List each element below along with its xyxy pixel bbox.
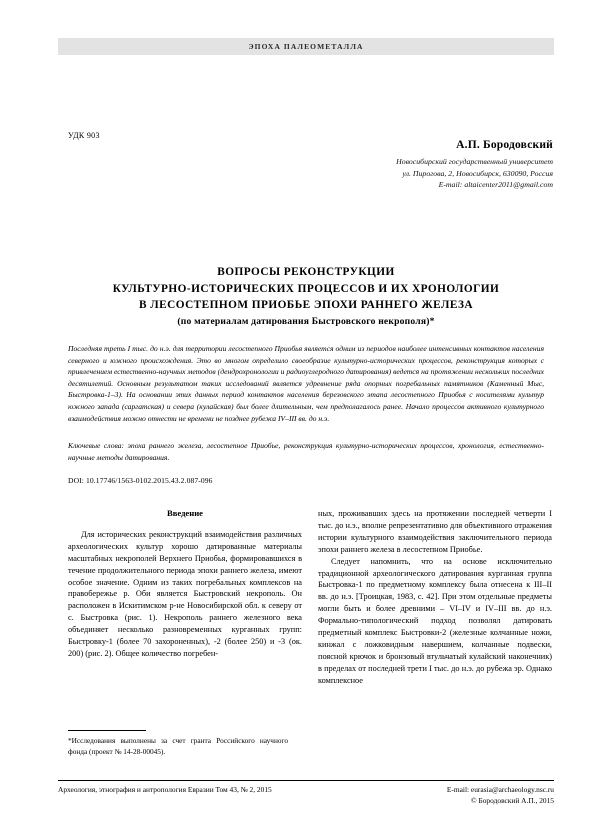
paragraph: Следует напомнить, что на основе исключительно традиционной археологического датирования курганная группа Быстровка-1 по предметному комплексу была отнесена к III–II вв. до н.э. [Троицкая, 1983, с. 42]. При этом отдельные предметы могли быть и более древними – VI–IV и IV–III вв. до н.э. Формально-типологический подход позволял датировать предметный комплекс Быстровки-2 (железные колчанные ножи, кинжал с ложковидным навершием, колчанные подвески, поясной крючок и бронзовый втульчатый кулайский наконечник) в пределах от последней трети I тыс. до н.э. до рубежа эр. Однако комплексное xyxy=(318,556,552,685)
paragraph: Для исторических реконструкций взаимодействия различных археологических культур хорошо датированные материалы масштабных некрополей Верхнего Приобья, формировавшихся в течение продолжительного периода эпохи раннего железа, имеют особое значение. Одним из таких погребальных комплексов на правобережье р. Оби является Быстровский некрополь. Он расположен в Искитимском р-не Новосибирской обл. к северу от с. Быстровка (рис. 1). Некрополь раннего железного века объединяет несколько разновременных курганных групп: Быстровку-1 (более 70 захороненных), -2 (более 250) и -3 (ок. 200) (рис. 2). Общее количество погребен- xyxy=(68,529,302,658)
section-heading-introduction: Введение xyxy=(167,508,203,518)
footnote-divider xyxy=(68,730,146,731)
title-subtitle: (по материалам датирования Быстровского некрополя)* xyxy=(177,315,435,327)
running-head-title: ЭПОХА ПАЛЕОМЕТАЛЛА xyxy=(248,42,364,51)
page-title xyxy=(58,264,554,327)
affiliation-line-2: ул. Пирогова, 2, Новосибирск, 630090, Россия xyxy=(402,168,553,178)
title-line-2: КУЛЬТУРНО-ИСТОРИЧЕСКИХ ПРОЦЕССОВ И ИХ ХРОНОЛОГИИ xyxy=(112,282,500,295)
footer-copyright: © Бородовский А.П., 2015 xyxy=(471,796,554,805)
author-name: А.П. Бородовский xyxy=(456,139,553,151)
title-line-3: В ЛЕСОСТЕПНОМ ПРИОБЬЕ ЭПОХИ РАННЕГО ЖЕЛЕЗА xyxy=(138,299,474,311)
affiliation-email: E-mail: altaicenter2011@gmail.com xyxy=(438,180,553,189)
footer-contact-info xyxy=(447,784,554,806)
keywords-text: Ключевые слова: эпоха раннего железа, лесостепное Приобье, реконструкция культурно-исторических процессов, хронология, естественно-научные методы датирования. xyxy=(68,441,544,462)
running-head-band xyxy=(58,38,554,55)
affiliation-line-1: Новосибирский государственный университет xyxy=(396,157,553,166)
author-block xyxy=(253,139,553,191)
abstract-text: Последняя треть I тыс. до н.э. для территории лесостепного Приобья является одним из периодов наиболее интенсивных контактов населения северного и южного происхождения. Это во многом определило своеобразие культурно-исторических процессов, реконструкция которых с привлечением естественно-научных методов (дендрохронологии и радиоуглеродного датирования) ведется на протяжении нескольких последних десятилетий. Основным результатом таких исследований является удревнение ряда опорных погребальных памятников (Каменный Мыс, Быстровка-1–3). На основании этих данных период контактов населения березовского этапа лесостепного Приобья с носителями культур южного запада (саргатская) и севера (кулайская) был более длительным, чем предполагалось ранее. Начало процессов активного культурного взаимодействия можно отнести не времени не позднее рубежа IV–III вв. до н.э. xyxy=(68,344,544,423)
body-column-left xyxy=(68,508,302,660)
title-line-1: ВОПРОСЫ РЕКОНСТРУКЦИИ xyxy=(217,266,395,278)
body-column-right xyxy=(318,508,552,687)
author-affiliation xyxy=(253,156,553,191)
footer-journal-info: Археология, этнография и антропология Евразии Том 43, № 2, 2015 xyxy=(58,785,272,794)
footer-email: E-mail: eurasia@archaeology.nsc.ru xyxy=(446,785,554,794)
doi-text: DOI: 10.17746/1563-0102.2015.43.2.087-096 xyxy=(68,476,213,485)
udk-code: УДК 903 xyxy=(68,131,100,140)
footnote-text: *Исследования выполнены за счет гранта Российского научного фонда (проект № 14-28-00045). xyxy=(68,736,288,756)
paragraph: ных, проживавших здесь на протяжении последней четверти I тыс. до н.э., вполне репрезентативно для объективного отражения истории культурного взаимодействия заключительного периода эпохи раннего железа в лесостепном Приобье. xyxy=(318,509,552,554)
footer-divider xyxy=(58,780,554,781)
